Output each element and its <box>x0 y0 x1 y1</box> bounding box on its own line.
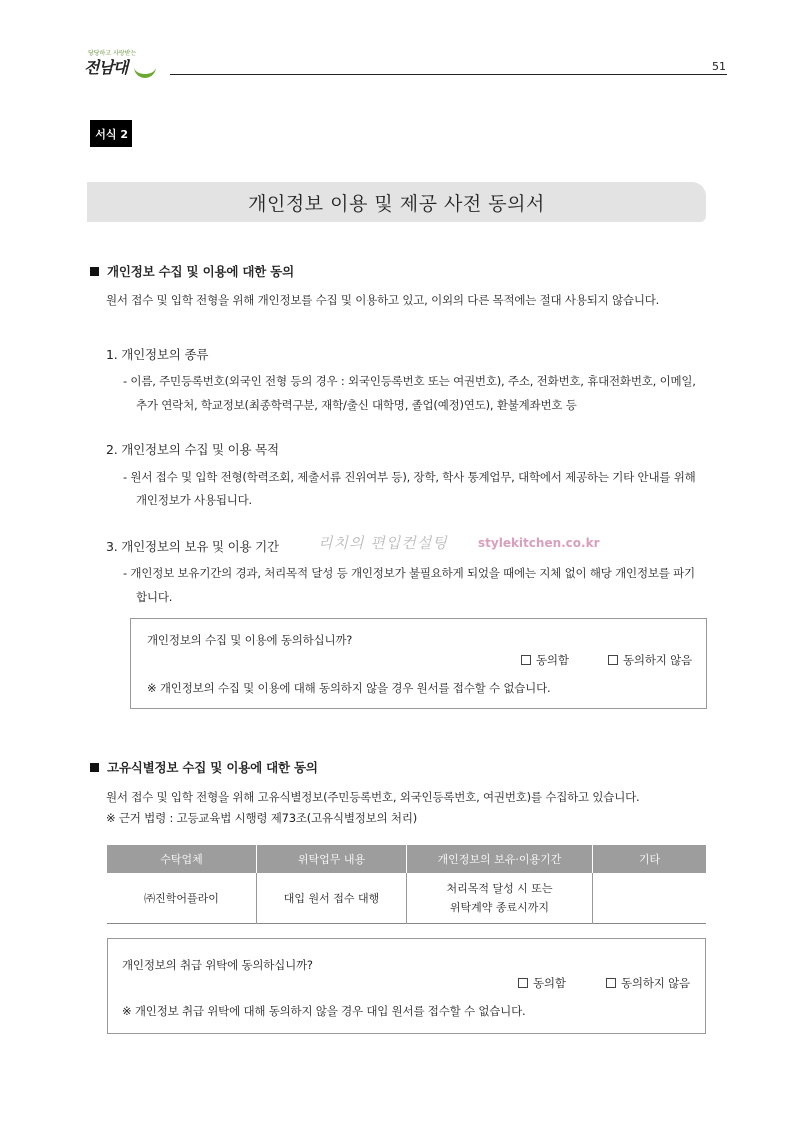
section-heading: 개인정보 수집 및 이용에 대한 동의 <box>90 262 294 280</box>
consent-question: 개인정보의 수집 및 이용에 동의하십니까? <box>147 633 353 647</box>
agree-checkbox[interactable]: 동의함 <box>521 652 569 668</box>
form-tag: 서식 2 <box>90 120 132 147</box>
item-title: 2. 개인정보의 수집 및 이용 목적 <box>106 442 279 457</box>
item-line: 개인정보가 사용됩니다. <box>136 493 252 507</box>
item-line: 합니다. <box>136 590 173 604</box>
square-bullet-icon <box>90 267 99 276</box>
item-title: 1. 개인정보의 종류 <box>106 347 209 362</box>
logo-swoosh-icon <box>134 64 156 78</box>
watermark: 리치의 편입컨설팅 <box>318 534 448 552</box>
table-cell <box>593 873 707 924</box>
column-header: 위탁업무 내용 <box>257 845 407 873</box>
header-divider <box>170 74 727 75</box>
page-title: 개인정보 이용 및 제공 사전 동의서 <box>87 182 706 222</box>
logo-slogan: 당당하고 사랑받는 <box>88 50 137 57</box>
square-bullet-icon <box>90 763 99 772</box>
checkbox-icon <box>608 655 618 665</box>
table-row <box>107 873 706 924</box>
logo-text: 전남대 <box>84 58 128 77</box>
checkbox-icon <box>606 978 616 988</box>
item-line: 추가 연락처, 학교정보(최종학력구분, 재학/출신 대학명, 졸업(예정)연도), 환불계좌번호 등 <box>136 398 577 412</box>
consent-note: ※ 개인정보의 수집 및 이용에 대해 동의하지 않을 경우 원서를 접수할 수 없습니다. <box>147 681 551 695</box>
page-number: 51 <box>712 60 726 73</box>
section-intro: 원서 접수 및 입학 전형을 위해 개인정보를 수집 및 이용하고 있고, 이외의 다른 목적에는 절대 사용되지 않습니다. <box>106 293 660 307</box>
table-cell: ㈜진학어플라이 <box>144 891 219 905</box>
item-title: 3. 개인정보의 보유 및 이용 기간 <box>106 539 279 554</box>
legal-basis: ※ 근거 법령 : 고등교육법 시행령 제73조(고유식별정보의 처리) <box>106 811 418 825</box>
section-heading: 고유식별정보 수집 및 이용에 대한 동의 <box>90 758 318 776</box>
column-header: 개인정보의 보유·이용기간 <box>407 845 593 873</box>
agree-checkbox[interactable]: 동의함 <box>518 975 566 991</box>
checkbox-icon <box>521 655 531 665</box>
column-header: 기타 <box>593 845 707 873</box>
consent-question: 개인정보의 취급 위탁에 동의하십니까? <box>122 958 313 972</box>
consent-box <box>107 938 706 1034</box>
consent-note: ※ 개인정보 취급 위탁에 대해 동의하지 않을 경우 대입 원서를 접수할 수 없습니다. <box>122 1004 526 1018</box>
disagree-checkbox[interactable]: 동의하지 않음 <box>606 975 690 991</box>
consignment-table <box>107 845 706 924</box>
item-line: - 원서 접수 및 입학 전형(학력조회, 제출서류 진위여부 등), 장학, 학사 통계업무, 대학에서 제공하는 기타 안내를 위해 <box>123 470 696 484</box>
university-logo <box>84 50 156 78</box>
item-line: - 개인정보 보유기간의 경과, 처리목적 달성 등 개인정보가 불필요하게 되었을 때에는 지체 없이 해당 개인정보를 파기 <box>123 566 695 580</box>
column-header: 수탁업체 <box>107 845 257 873</box>
item-line: - 이름, 주민등록번호(외국인 전형 등의 경우 : 외국인등록번호 또는 여권번호), 주소, 전화번호, 휴대전화번호, 이메일, <box>123 374 696 388</box>
disagree-checkbox[interactable]: 동의하지 않음 <box>608 652 692 668</box>
table-cell: 대입 원서 접수 대행 <box>257 873 407 924</box>
section-intro: 원서 접수 및 입학 전형을 위해 고유식별정보(주민등록번호, 외국인등록번호, 여권번호)를 수집하고 있습니다. <box>106 790 640 804</box>
consent-box <box>130 618 707 709</box>
watermark-url: stylekitchen.co.kr <box>478 536 600 550</box>
table-cell: 처리목적 달성 시 또는 위탁계약 종료시까지 <box>407 873 593 924</box>
checkbox-icon <box>518 978 528 988</box>
